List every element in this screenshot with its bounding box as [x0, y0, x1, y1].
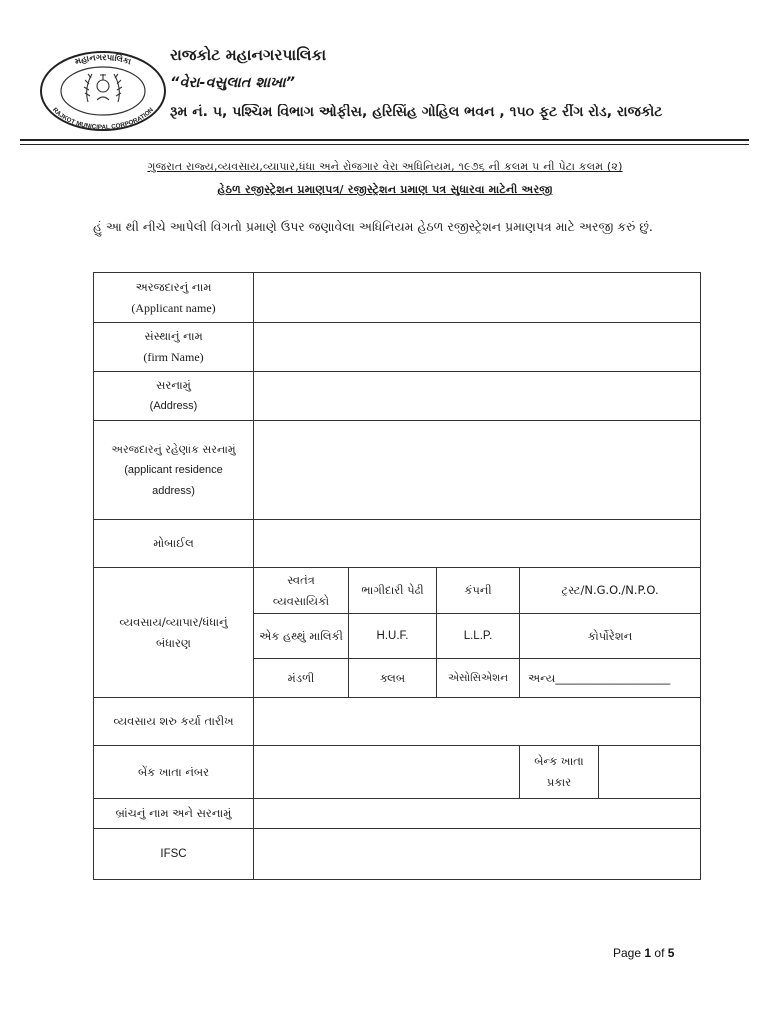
row-bank-account	[94, 746, 701, 799]
form-heading-line-1: ગુજરાત રાજ્ય,વ્યવસાય,વ્યાપાર,ધંધા અને રોજગાર વેરા અધિનિયમ, ૧૯૭૬ ની કલમ ૫ ની પેટા કલમ (૨)	[147, 160, 623, 173]
address-label: સરનામું	[156, 378, 191, 392]
business-structure-label: વ્યવસાય/વ્યાપાર/ધંધાનું બંધારણ	[94, 568, 254, 698]
row-applicant-name	[94, 273, 701, 323]
page-current: 1	[644, 946, 652, 960]
label-cell-address	[94, 372, 254, 421]
applicant-name-label: અરજદારનું નામ	[135, 279, 212, 294]
address-field[interactable]	[254, 372, 701, 421]
option-partnership-firm[interactable]: ભાગીદારી પેઢી	[349, 568, 437, 614]
row-branch	[94, 799, 701, 829]
option-association[interactable]: એસોસિએશન	[437, 659, 520, 698]
start-date-label: વ્યવસાય શરુ કર્યા તારીખ	[94, 698, 254, 746]
bank-account-label: બેંક ખાતા નંબર	[94, 746, 254, 799]
option-corporation[interactable]: કોર્પોરેશન	[520, 614, 701, 659]
bank-account-type-field[interactable]	[599, 746, 701, 799]
seal-emblem-icon	[84, 74, 122, 102]
office-address: રૂમ નં. ૫, પશ્ચિમ વિભાગ ઓફીસ, હરિસિંહ ગોહિલ ભવન , ૧૫૦ ફૂટ રીંગ રોડ, રાજકોટ	[170, 104, 663, 120]
row-start-date	[94, 698, 701, 746]
label-cell-residence-address	[94, 421, 254, 520]
option-society[interactable]: મંડળી	[254, 659, 349, 698]
of-word: of	[654, 946, 665, 960]
row-business-structure-1	[94, 568, 701, 614]
form-heading-line-2: હેઠળ રજીસ્ટ્રેશન પ્રમાણપત્ર/ રજીસ્ટ્રેશન પ્રમાણ પત્ર સુધારવા માટેની અરજી	[217, 183, 553, 196]
department-name: “વેરા-વસુલાત શાખા”	[170, 75, 295, 91]
rmc-seal-logo	[38, 50, 168, 132]
option-llp[interactable]: L.L.P.	[437, 614, 520, 659]
option-huf[interactable]: H.U.F.	[349, 614, 437, 659]
header-divider-thin	[20, 144, 749, 145]
label-cell-applicant-name	[94, 273, 254, 323]
applicant-name-sublabel: (Applicant name)	[131, 300, 216, 315]
option-other[interactable]: અન્ય____________________	[520, 659, 701, 698]
bank-account-type-label: બેન્ક ખાતા પ્રકાર	[520, 746, 599, 799]
option-sole-proprietorship[interactable]: એક હથ્થું માલિકી	[254, 614, 349, 659]
row-address	[94, 372, 701, 421]
page-total: 5	[667, 946, 675, 960]
firm-name-label: સંસ્થાનું નામ	[144, 329, 203, 343]
header-divider-thick	[20, 139, 749, 141]
page-number	[613, 946, 674, 960]
option-independent-professional[interactable]: સ્વતંત્ર વ્યવસાયિકો	[254, 568, 349, 614]
row-residence-address	[94, 421, 701, 520]
residence-address-sublabel: (applicant residence address)	[124, 463, 223, 497]
row-firm-name	[94, 323, 701, 372]
mobile-label: મોબાઈલ	[94, 520, 254, 568]
address-sublabel: (Address)	[149, 400, 198, 412]
page-word: Page	[613, 946, 642, 960]
row-ifsc	[94, 829, 701, 880]
residence-address-label: અરજદારનું રહેણાંક સરનામું	[111, 442, 236, 456]
seal-bottom-text: RAJKOT MUNICIPAL CORPORATION	[51, 106, 155, 132]
ifsc-field[interactable]	[254, 829, 701, 880]
branch-label: બ્રાંચનું નામ અને સરનામું	[94, 799, 254, 829]
option-company[interactable]: કંપની	[437, 568, 520, 614]
firm-name-sublabel: (firm Name)	[143, 350, 204, 364]
ifsc-label: IFSC	[94, 829, 254, 880]
option-trust-ngo-npo[interactable]: ટ્રસ્ટ/N.G.O./N.P.O.	[520, 568, 701, 614]
intro-paragraph: હું આ થી નીચે આપેલી વિગતો પ્રમાણે ઉપર જણાવેલા અધિનિયમ હેઠળ રજીસ્ટ્રેશન પ્રમાણપત્ર માટે અરજી કરું છું.	[93, 219, 653, 234]
mobile-field[interactable]	[254, 520, 701, 568]
firm-name-field[interactable]	[254, 323, 701, 372]
row-mobile	[94, 520, 701, 568]
residence-address-field[interactable]	[254, 421, 701, 520]
branch-field[interactable]	[254, 799, 701, 829]
label-cell-firm-name	[94, 323, 254, 372]
applicant-name-field[interactable]	[254, 273, 701, 323]
application-form-table	[93, 272, 701, 880]
option-club[interactable]: ક્લબ	[349, 659, 437, 698]
bank-account-number-field[interactable]	[254, 746, 520, 799]
organization-name: રાજકોટ મહાનગરપાલિકા	[170, 46, 327, 64]
seal-top-text: મહાનગરપાલિકા	[73, 52, 133, 68]
start-date-field[interactable]	[254, 698, 701, 746]
svg-text:RAJKOT MUNICIPAL CORPORATION	[51, 106, 155, 131]
